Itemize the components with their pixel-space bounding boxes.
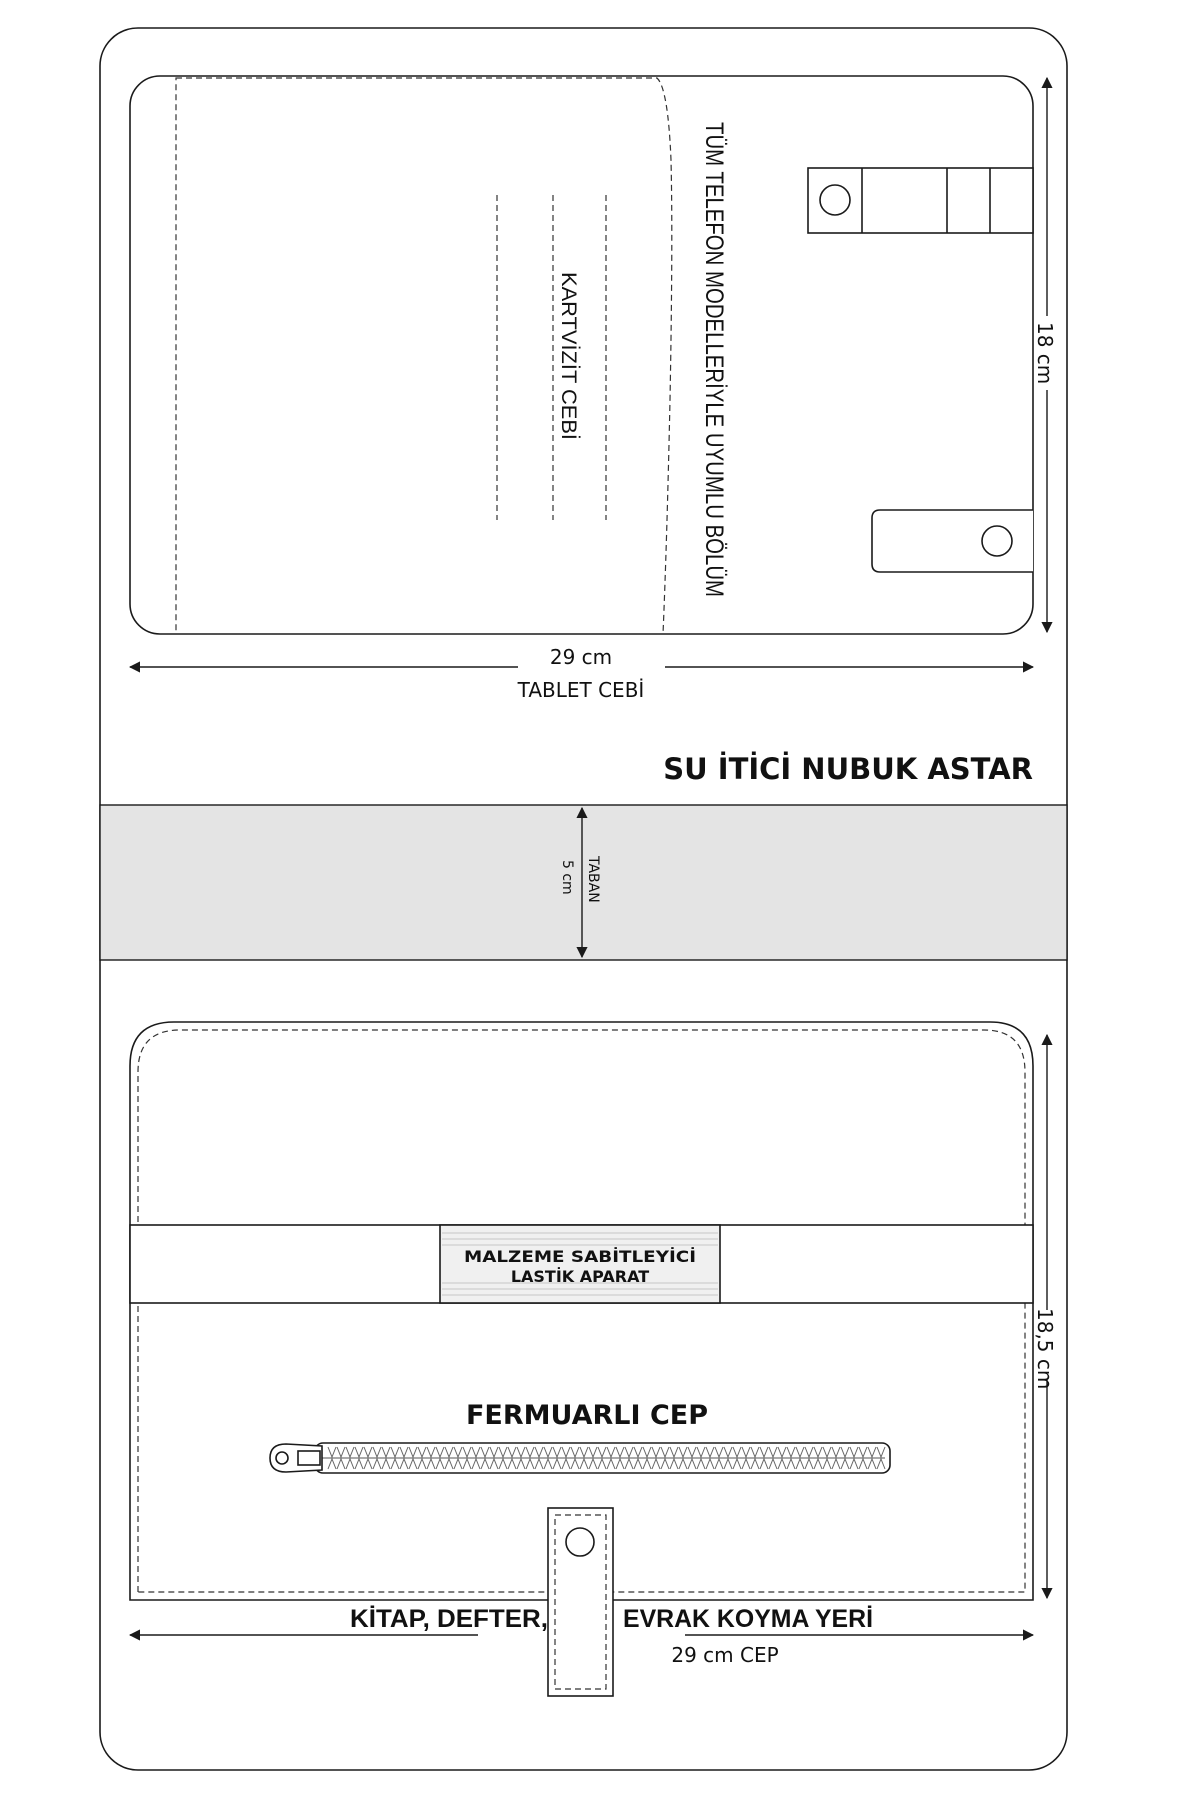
tablet-pocket-label: TABLET CEBİ xyxy=(517,678,645,702)
lining-label: SU İTİCİ NUBUK ASTAR xyxy=(663,752,1033,786)
phone-strap-bottom xyxy=(872,510,1033,572)
height-label: 18,5 cm xyxy=(1033,1308,1057,1390)
elastic-label-line1: MALZEME SABİTLEYİCİ xyxy=(464,1247,696,1266)
width-label: 29 cm xyxy=(549,645,613,669)
base-size-label: 5 cm xyxy=(559,860,575,895)
base-band xyxy=(100,805,1067,960)
phone-strap-top xyxy=(808,168,1033,233)
card-pocket-label: KARTVİZİT CEBİ xyxy=(557,272,580,434)
closure-strap-tab xyxy=(548,1508,613,1696)
tablet-pocket-section xyxy=(130,76,1057,705)
elastic-strap-apparatus xyxy=(440,1225,720,1303)
zipper-icon xyxy=(270,1443,890,1473)
document-label-part2: EVRAK KOYMA YERİ xyxy=(623,1605,873,1633)
document-label-part1: KİTAP, DEFTER, xyxy=(350,1605,548,1633)
pocket-width-label: 29 cm CEP xyxy=(671,1643,779,1667)
phone-section-label: TÜM TELEFON MODELLERİYLE UYUMLU BÖLÜM xyxy=(700,122,728,705)
document-pocket-section xyxy=(130,1022,1057,1696)
elastic-label-line2: LASTİK APARAT xyxy=(510,1267,650,1286)
height-label: 18 cm xyxy=(1033,322,1057,385)
zip-pocket-label: FERMUARLI CEP xyxy=(465,1400,709,1431)
card-pocket-outline xyxy=(176,78,672,634)
base-label: TABAN xyxy=(585,856,601,903)
